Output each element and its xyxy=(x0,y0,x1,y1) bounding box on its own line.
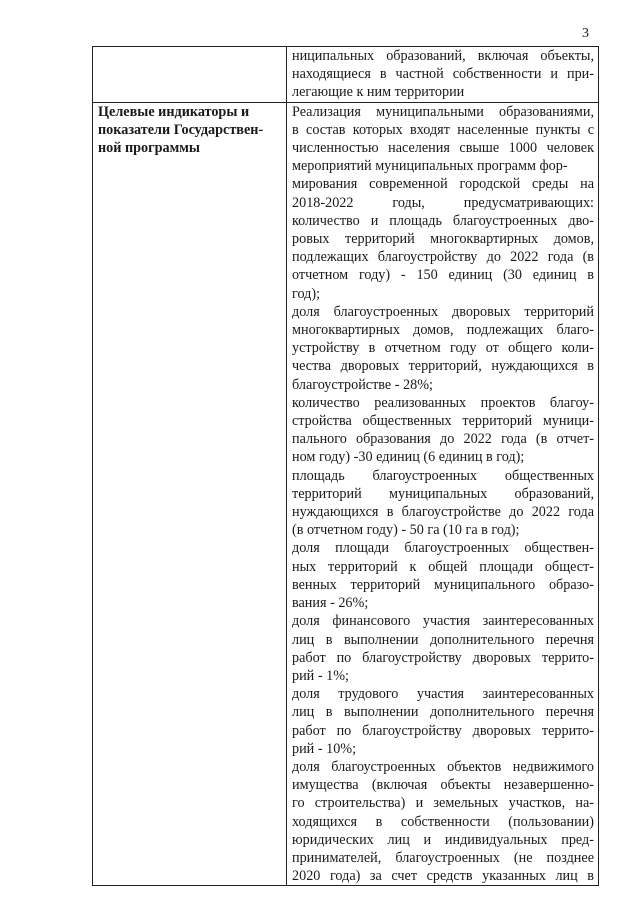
text-line: рий - 10%; xyxy=(292,740,357,757)
text-line: юридических лиц и индивидуальных пред- xyxy=(292,831,594,848)
text-line: доля благоустроенных дворовых территорий xyxy=(292,303,594,320)
text-line: лиц в выполнении дополнительного перечня xyxy=(292,704,594,721)
text-line: работ по благоустройству дворовых террито- xyxy=(292,722,594,739)
text-line: мирования современной городской среды на xyxy=(292,176,594,193)
text-line: вания - 26%; xyxy=(292,595,369,612)
text-line: доля трудового участия заинтересованных xyxy=(292,686,594,703)
text-line: показатели Государствен- xyxy=(98,121,264,138)
text-line: благоустройстве - 28%; xyxy=(292,376,433,393)
text-line: ниципальных образований, включая объекты, xyxy=(292,48,594,64)
text-line: площадь благоустроенных общественных xyxy=(292,467,594,484)
text-line: нуждающихся в благоустройстве до 2022 года xyxy=(292,504,594,521)
text-line: 2020 года) за счет средств указанных лиц в xyxy=(292,868,594,885)
text-line: го строительства) и земельных участков, на- xyxy=(292,795,594,812)
text-line: чества дворовых территорий, нуждающихся в xyxy=(292,358,594,375)
text-line: мероприятий муниципальных программ фор- xyxy=(292,158,568,175)
text-line: отчетном году) - 150 единиц (30 единиц в xyxy=(292,267,594,284)
text-line: устройству в отчетном году от общего коли- xyxy=(292,340,594,357)
text-line: год); xyxy=(292,285,321,302)
text-line: (в отчетном году) - 50 га (10 га в год); xyxy=(292,522,520,539)
text-line: доля площади благоустроенных обществен- xyxy=(292,540,594,557)
text-line: подлежащих благоустройству до 2022 года (в xyxy=(292,249,594,266)
text-line: венных территорий муниципального образо- xyxy=(292,576,594,593)
text-line: Реализация муниципальными образованиями, xyxy=(292,103,594,120)
text-line: рий - 1%; xyxy=(292,667,349,684)
text-line: работ по благоустройству дворовых террито- xyxy=(292,649,594,666)
indicators-text-cell xyxy=(287,102,599,886)
page-number: 3 xyxy=(582,26,589,41)
text-line: ном году) -30 единиц (6 единиц в год); xyxy=(292,449,525,466)
text-line: 2018-2022 годы, предусматривающих: xyxy=(292,194,594,211)
text-line: лиц в выполнении дополнительного перечня xyxy=(292,631,594,648)
text-line: стройства общественных территорий муници- xyxy=(292,413,594,430)
text-line: доля благоустроенных объектов недвижимого xyxy=(292,758,594,775)
table-row-continuation xyxy=(93,47,599,103)
indicators-label-cell xyxy=(93,102,287,886)
text-line: ровых территорий многоквартирных домов, xyxy=(292,231,594,248)
text-line: в состав которых входят населенные пункты с xyxy=(292,121,594,138)
text-line: ной программы xyxy=(98,140,200,157)
text-line: имущества (включая объекты незавершенно- xyxy=(292,777,594,794)
text-line: многоквартирных домов, подлежащих благо- xyxy=(292,322,594,339)
text-line: легающие к ним территории xyxy=(292,84,465,101)
text-line: ных территорий к общей площади общест- xyxy=(292,558,594,575)
text-line: ходящихся в собственности (пользовании) xyxy=(292,813,594,830)
program-passport-table xyxy=(92,46,599,886)
row1-text-cell xyxy=(287,47,599,103)
row1-label-cell xyxy=(93,47,287,103)
table-row-indicators xyxy=(93,102,599,886)
text-line: Целевые индикаторы и xyxy=(98,103,250,120)
text-line: количество реализованных проектов благоу- xyxy=(292,394,594,411)
text-line: доля финансового участия заинтересованных xyxy=(292,613,594,630)
text-line: численностью населения свыше 1000 человек xyxy=(292,140,594,157)
text-line: пального образования до 2022 года (в отчет- xyxy=(292,431,594,448)
text-line: находящиеся в частной собственности и при- xyxy=(292,66,594,83)
text-line: количество и площадь благоустроенных дво- xyxy=(292,212,594,229)
text-line: принимателей, благоустроенных (не позднее xyxy=(292,849,594,866)
text-line: территорий муниципальных образований, xyxy=(292,485,594,502)
